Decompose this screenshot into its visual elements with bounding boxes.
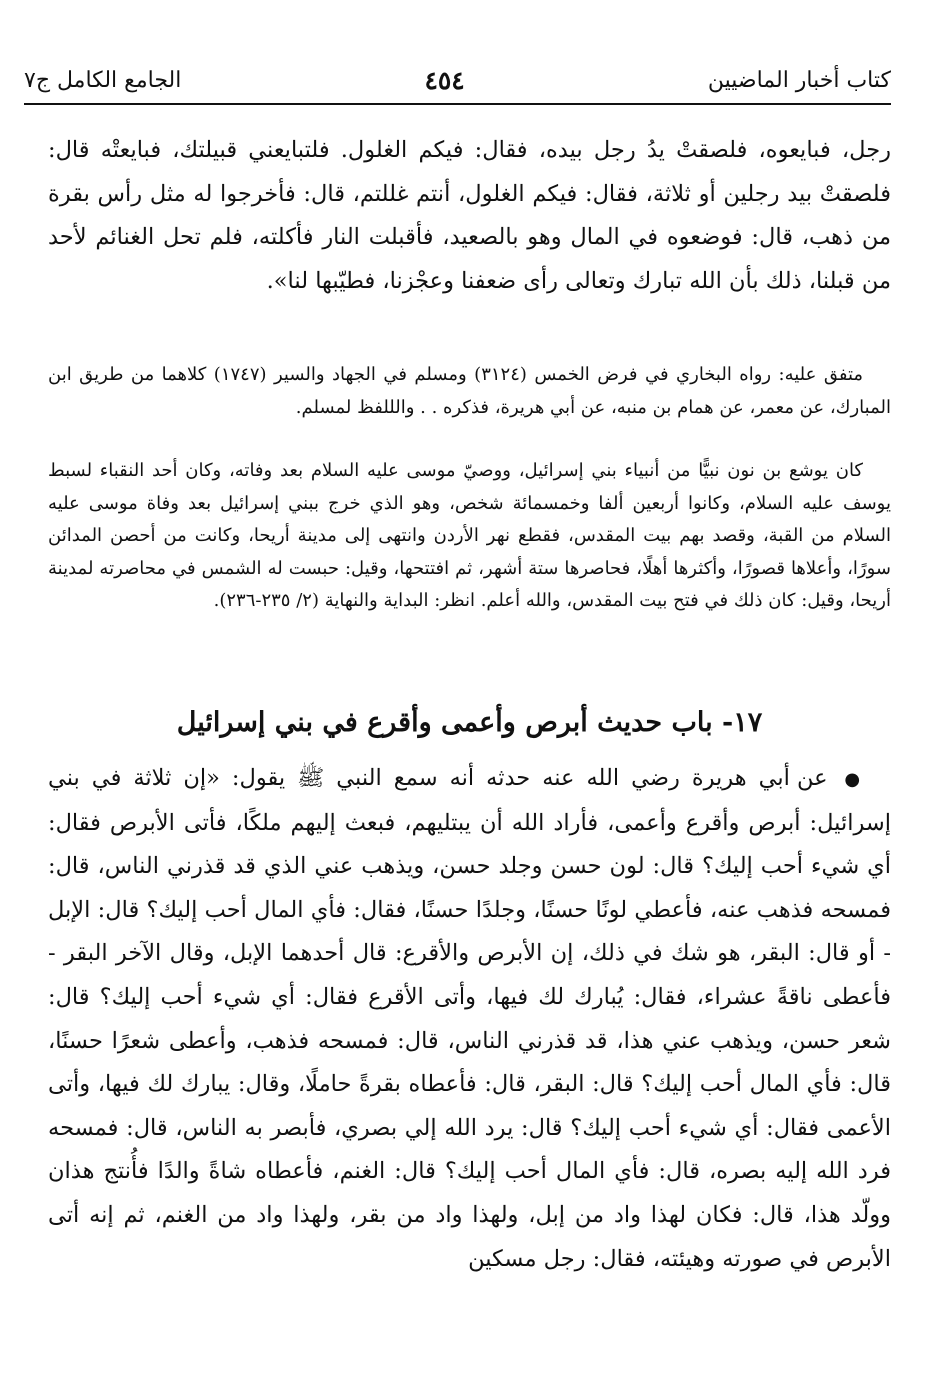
takhrij-text: متفق عليه: رواه البخاري في فرض الخمس (٣١٢٤) ومسلم في الجهاد والسير (١٧٤٧) كلاهما من طريق ابن المبارك، عن معمر، عن همام بن منبه، عن أبي هريرة، فذكره . . والللفظ لمسلم. [48,364,891,418]
book-title: كتاب أخبار الماضيين [707,67,891,93]
commentary-text: كان يوشع بن نون نبيًّا من أنبياء بني إسرائيل، ووصيّ موسى عليه السلام بعد وفاته، وكان أحد النقباء لسبط يوسف عليه السلام، وكانوا أربعين ألفا وخمسمائة شخص، وهو الذي خرج ببني إسرائيل بعد وفاة موسى عليه السلام من القبة، وقصد بهم بيت المقدس، فقطع نهر الأردن وانتهى إلى مدينة أريحا، وكانت من أحصن المدائن سورًا، وأعلاها قصورًا، وأكثرها أهلًا، فحاصرها ستة أشهر، ثم افتتحها، وقيل: حبست له الشمس في محاصرته لمدينة أريحا، وقيل: كان ذلك في فتح بيت المقدس، والله أعلم. انظر: البداية والنهاية (٢/ ٢٣٥-٢٣٦). [48,460,891,611]
running-header [24,60,891,100]
section-heading: ١٧- باب حديث أبرص وأعمى وأقرع في بني إسرائيل [176,707,763,738]
hadith-paragraph [48,757,891,1281]
hadith-continuation: رجل، فبايعوه، فلصقتْ يدُ رجل بيده، فقال: فيكم الغلول. فلتبايعني قبيلتك، فبايعتْه قال: فلصقتْ بيد رجلين أو ثلاثة، فقال: فيكم الغلول، أنتم غللتم، قال: فأخرجوا له مثل رأس بقرة من ذهب، قال: فوضعوه في المال وهو بالصعيد، فأقبلت النار فأكلته، فلم تحل الغنائم لأحد من قبلنا، ذلك بأن الله تبارك وتعالى رأى ضعفنا وعجْزنا، فطيّبها لنا». [48,137,891,294]
page-number: ٤٥٤ [424,65,465,95]
header-rule [24,103,891,105]
bullet-icon: ● [839,769,865,790]
volume-title: الجامع الكامل ج٧ [24,67,182,93]
hadith-text: عن أبي هريرة رضي الله عنه حدثه أنه سمع النبي ﷺ يقول: «إن ثلاثة في بني إسرائيل: أبرص وأقرع وأعمى، فأراد الله أن يبتليهم، فبعث إليهم ملكًا، فأتى الأبرص فقال: أي شيء أحب إليك؟ قال: لون حسن وجلد حسن، ويذهب عني الذي قد قذرني الناس، قال: فمسحه فذهب عنه، فأعطي لونًا حسنًا، وجلدًا حسنًا، فقال: فأي المال أحب إليك؟ قال: الإبل - أو قال: البقر، هو شك في ذلك، إن الأبرص والأقرع: قال أحدهما الإبل، وقال الآخر البقر - فأعطى ناقةً عشراء، فقال: يُبارك لك فيها، وأتى الأقرع فقال: أي شيء أحب إليك؟ قال: شعر حسن، ويذهب عني هذا، قد قذرني الناس، قال: فمسحه فذهب، وأعطى شعرًا حسنًا، قال: فأي المال أحب إليك؟ قال: البقر، قال: فأعطاه بقرةً حاملًا، وقال: يبارك لك فيها، وأتى الأعمى فقال: أي شيء أحب إليك؟ قال: يرد الله إلي بصري، فأبصر به الناس، قال: فمسحه فرد الله إليه بصره، قال: فأي المال أحب إليك؟ قال: الغنم، فأعطاه شاةً والدًا فأُنتج هذان وولّد هذا، قال: فكان لهذا واد من إبل، ولهذا واد من بقر، ولهذا واد من الغنم، ثم إنه أتى الأبرص في صورته وهيئته، فقال: رجل مسكين [48,765,891,1272]
commentary-note [48,455,891,618]
takhrij-note [48,359,891,424]
